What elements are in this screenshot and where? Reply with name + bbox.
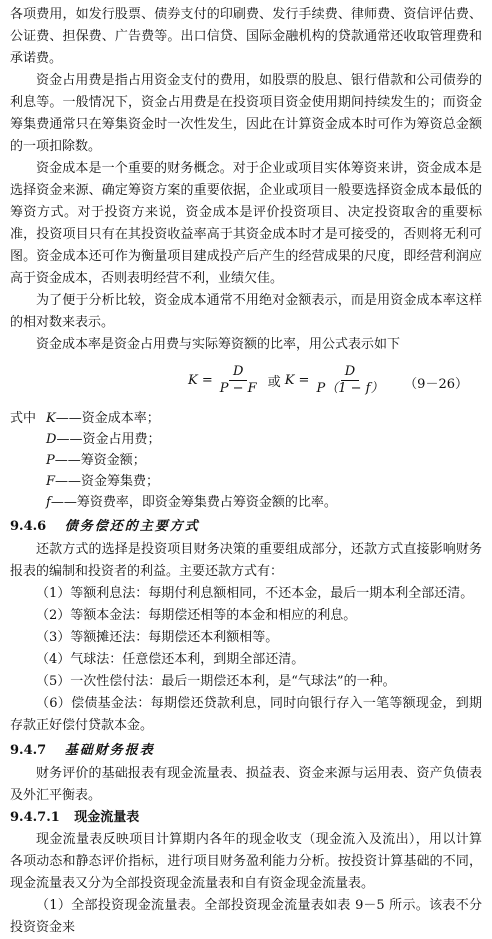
symbol-row xyxy=(10,408,482,429)
fraction-denominator: P（1 − f） xyxy=(316,381,384,396)
paragraph: 资金占用费是指占用资金支付的费用，如股票的股息、银行借款和公司债券的利息等。一般情况下，资金占用费是在投资项目资金使用期间持续发生的；而资金筹集费通常只在筹集资金时一次性发生，因此在计算资金成本时可作为筹资总金额的一项扣除数。 xyxy=(10,73,482,154)
list-item: （2）等额本金法：每期偿还相等的本金和相应的利息。 xyxy=(36,608,357,623)
formula-or: 或 xyxy=(267,375,281,390)
list-item: （4）气球法：任意偿还本利，到期全部还清。 xyxy=(36,652,305,667)
subsection-heading xyxy=(10,807,482,829)
paragraph: 各项费用，如发行股票、债券支付的印刷费、发行手续费、律师费、资信评估费、公证费、担保费、广告费等。出口信贷、国际金融机构的贷款通常还收取管理费和承诺费。 xyxy=(10,7,482,66)
symbol-key: D xyxy=(46,432,57,447)
paragraph: 资金成本率是资金占用费与实际筹资额的比率，用公式表示如下 xyxy=(36,337,401,352)
section-title: 债务偿还的主要方式 xyxy=(64,519,200,534)
formula xyxy=(188,364,390,397)
formula-block xyxy=(10,364,482,400)
symbol-row xyxy=(10,471,482,492)
fraction-numerator: D xyxy=(341,364,359,381)
formula-lhs: K = xyxy=(284,373,310,388)
symbol-row xyxy=(10,492,482,513)
paragraph: 还款方式的选择是投资项目财务决策的重要组成部分，还款方式直接影响财务报表的编制和投资者的利益。主要还款方式有： xyxy=(10,542,482,579)
equation-number: （9－26） xyxy=(404,377,468,392)
symbol-desc: ——资金筹集费； xyxy=(55,474,160,489)
list-item: （1）等额利息法：每期付利息额相同，不还本金，最后一期本利全部还清。 xyxy=(36,586,474,601)
top-paragraphs xyxy=(10,4,482,356)
paragraph: 为了便于分析比较，资金成本通常不用绝对金额表示，而是用资金成本率这样的相对数来表示。 xyxy=(10,293,482,330)
subsection-title: 现金流量表 xyxy=(74,810,140,825)
symbol-desc: ——筹资费率，即资金筹集费占筹资金额的比率。 xyxy=(50,495,337,510)
section-number: 9.4.7 xyxy=(10,743,47,758)
fraction xyxy=(216,364,261,397)
paragraph: 资金成本是一个重要的财务概念。对于企业或项目实体筹资来讲，资金成本是选择资金来源、确定筹资方案的重要依据，企业或项目一般要选择资金成本最低的筹资方式。对于投资方来说，资金成本是评价投资项目、决定投资取舍的重要标准，投资项目只有在其投资收益率高于其资金成本时才是可接受的，否则将无利可图。资金成本还可作为衡量项目建成投产后产生的经营成果的尺度，即经营利润应高于资金成本，否则表明经营不利，业绩欠佳。 xyxy=(10,161,482,286)
symbol-desc: ——资金成本率； xyxy=(55,411,160,426)
symbol-key: P xyxy=(46,453,55,468)
section-number: 9.4.6 xyxy=(10,519,47,534)
symbol-key: f xyxy=(46,495,51,510)
fraction xyxy=(312,364,387,397)
paragraph: 财务评价的基础报表有现金流量表、损益表、资金来源与运用表、资产负债表及外汇平衡表。 xyxy=(10,766,482,803)
fraction-numerator: D xyxy=(229,364,247,381)
formula-lhs: K = xyxy=(188,373,213,388)
symbol-desc: ——资金占用费； xyxy=(56,432,161,447)
fraction-denominator: P − F xyxy=(219,381,257,396)
symbol-key: K xyxy=(46,411,56,426)
symbol-definitions xyxy=(10,408,482,513)
symbol-key: F xyxy=(46,474,56,489)
subsection-number: 9.4.7.1 xyxy=(10,810,60,825)
symbol-desc: ——筹资金额； xyxy=(54,453,146,468)
symbol-row xyxy=(10,429,482,450)
symbol-row xyxy=(10,450,482,471)
section-heading xyxy=(10,739,482,763)
paragraph: 现金流量表反映项目计算期内各年的现金收支（现金流入及流出），用以计算各项动态和静态评价指标，进行项目财务盈利能力分析。按投资计算基础的不同，现金流量表又分为全部投资现金流量表和自有资金现金流量表。 xyxy=(10,832,482,891)
section-heading xyxy=(10,515,482,539)
repayment-list xyxy=(10,583,482,737)
symbol-lead: 式中 xyxy=(10,411,37,426)
list-item: （5）一次性偿付法：最后一期偿还本利，是“气球法”的一种。 xyxy=(36,674,396,689)
section-title: 基础财务报表 xyxy=(64,743,155,758)
list-item: （6）偿债基金法：每期偿还贷款利息，同时向银行存入一笔等额现金，到期存款正好偿付贷款本金。 xyxy=(10,696,482,733)
paragraph: （1）全部投资现金流量表。全部投资现金流量表如表 9－5 所示。该表不分投资资金来 xyxy=(10,898,482,935)
list-item: （3）等额摊还法：每期偿还本利额相等。 xyxy=(36,630,279,645)
